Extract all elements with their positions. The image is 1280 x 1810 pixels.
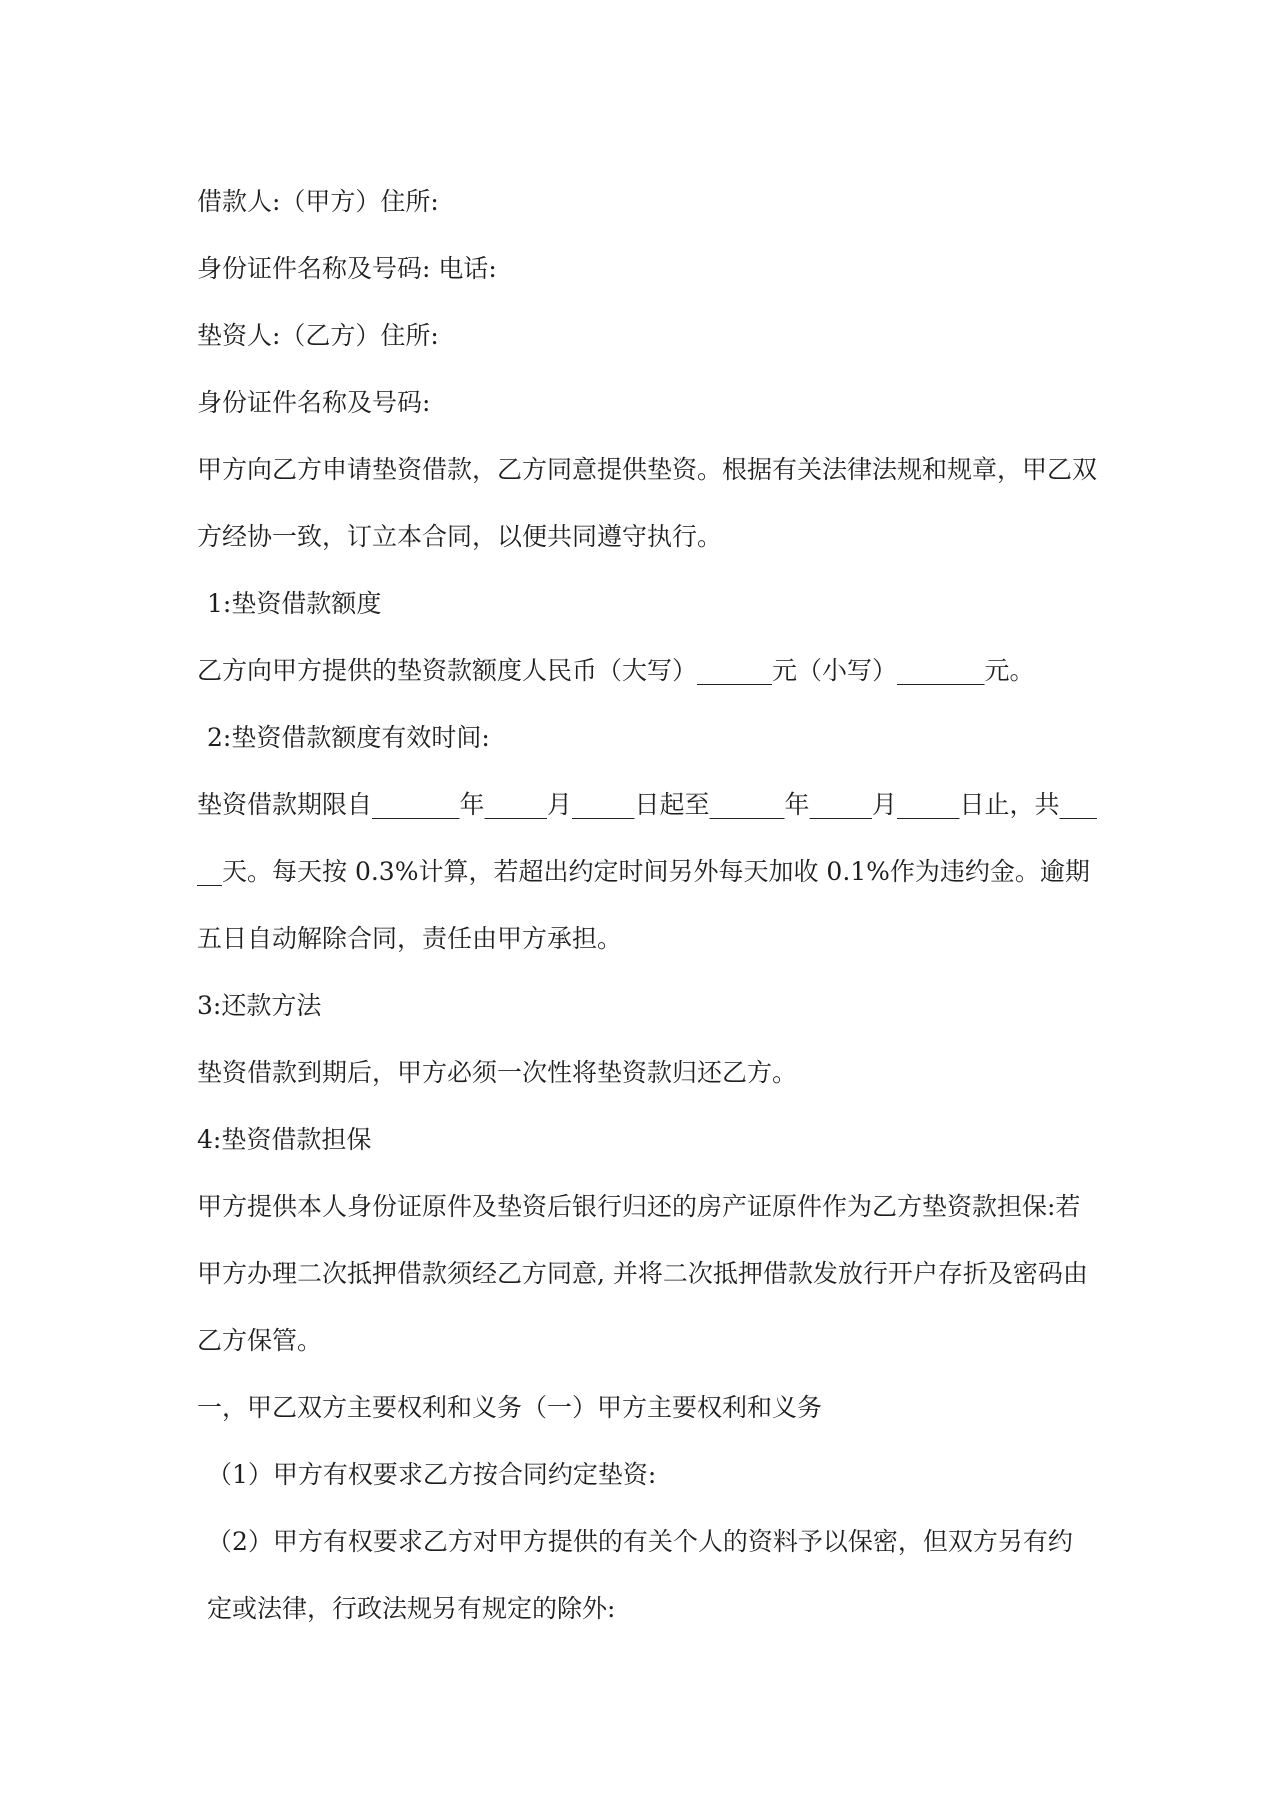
paragraph-guarantee: 甲方提供本人身份证原件及垫资后银行归还的房产证原件作为乙方垫资款担保:若甲方办理二次抵押借款须经乙方同意, 并将二次抵押借款发放行开户存折及密码由乙方保管。 bbox=[197, 1192, 1088, 1355]
paragraph-right-1: （1）甲方有权要求乙方按合同约定垫资: bbox=[207, 1460, 657, 1489]
paragraph-borrower-id: 身份证件名称及号码: 电话: bbox=[197, 254, 497, 283]
section-heading-rights: 一，甲乙双方主要权利和义务（一）甲方主要权利和义务 bbox=[197, 1393, 823, 1422]
paragraph-repayment: 垫资借款到期后，甲方必须一次性将垫资款归还乙方。 bbox=[197, 1058, 798, 1087]
document-body bbox=[197, 168, 1097, 1642]
paragraph-term: 垫资借款期限自_______年_____月_____日起至______年_____月_____日止，共_____天。每天按 0.3%计算，若超出约定时间另外每天加收 0.1%作为违约金。逾期五日自动解除合同，责任由甲方承担。 bbox=[197, 790, 1098, 953]
section-heading-3: 3:还款方法 bbox=[197, 991, 322, 1020]
paragraph-lender: 垫资人:（乙方）住所: bbox=[197, 321, 439, 350]
section-heading-4: 4:垫资借款担保 bbox=[197, 1125, 372, 1154]
paragraph-right-2: （2）甲方有权要求乙方对甲方提供的有关个人的资料予以保密，但双方另有约定或法律，行政法规另有规定的除外: bbox=[207, 1527, 1073, 1623]
paragraph-lender-id: 身份证件名称及号码: bbox=[197, 388, 431, 417]
paragraph-preamble: 甲方向乙方申请垫资借款，乙方同意提供垫资。根据有关法律法规和规章，甲乙双方经协一致，订立本合同，以便共同遵守执行。 bbox=[197, 455, 1098, 551]
paragraph-amount: 乙方向甲方提供的垫资款额度人民币（大写）______元（小写）_______元。 bbox=[197, 656, 1035, 685]
section-heading-1: 1:垫资借款额度 bbox=[207, 589, 382, 618]
section-heading-2: 2:垫资借款额度有效时间: bbox=[207, 723, 490, 752]
paragraph-borrower: 借款人:（甲方）住所: bbox=[197, 187, 439, 216]
